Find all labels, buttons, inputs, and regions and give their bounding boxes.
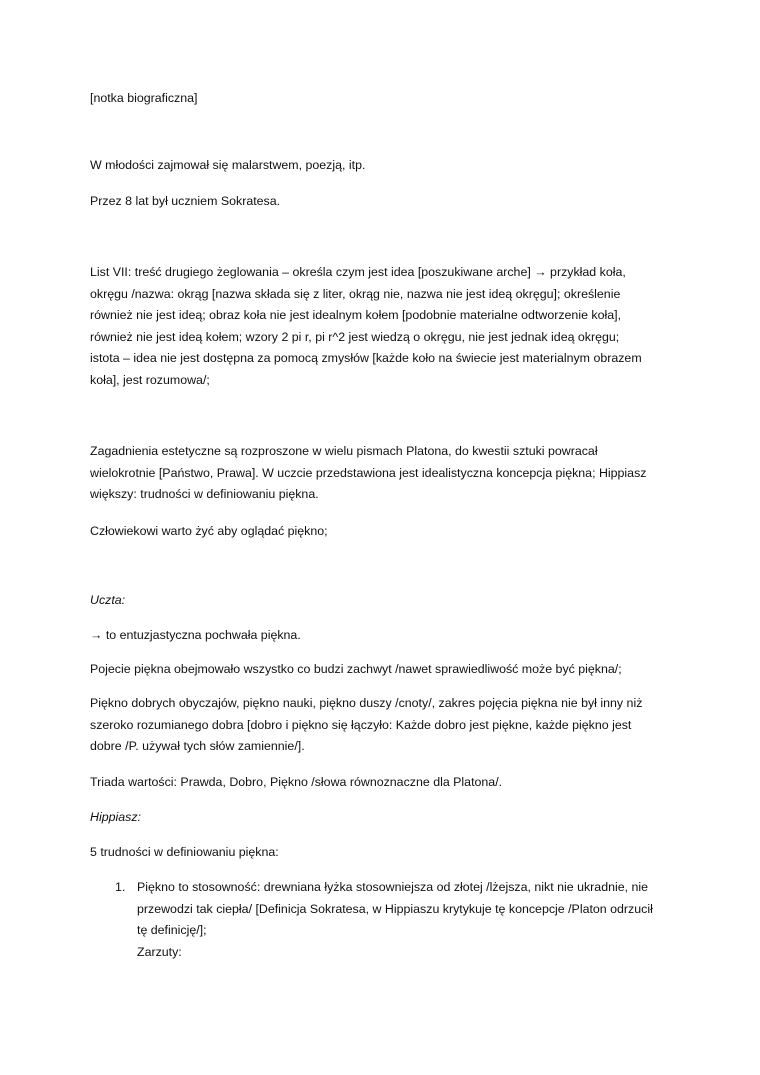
concept-line: Pojecie piękna obejmowało wszystko co budzi zachwyt /nawet sprawiedliwość może być piękna/; <box>90 662 622 676</box>
uczta-arrow-line: → to entuzjastyczna pochwała piękna. <box>90 628 301 642</box>
list-item-line: Zarzuty: <box>137 945 182 959</box>
paragraph-line: wielokrotnie [Państwo, Prawa]. W uczcie przedstawiona jest idealistyczna koncepcja piękna; Hippiasz <box>90 466 647 480</box>
bio-line-1: W młodości zajmował się malarstwem, poezją, itp. <box>90 158 366 172</box>
list-item-line: przewodzi tak ciepła/ [Definicja Sokratesa, w Hippiaszu krytykuje tę koncepcje /Platon odrzucił <box>137 902 653 916</box>
hippiasz-heading: Hippiasz: <box>90 810 141 824</box>
paragraph-line: istota – idea nie jest dostępna za pomocą zmysłów [każde koło na świecie jest materialnym obrazem <box>90 351 642 365</box>
bio-line-2: Przez 8 lat był uczniem Sokratesa. <box>90 194 281 208</box>
paragraph-line: również nie jest ideą kołem; wzory 2 pi r, pi r^2 jest wiedzą o okręgu, nie jest jednak ideą okręgu; <box>90 330 620 344</box>
paragraph-line: Piękno dobrych obyczajów, piękno nauki, piękno duszy /cnoty/, zakres pojęcia piękna nie był inny niż <box>90 696 643 710</box>
paragraph-line: większy: trudności w definiowaniu piękna. <box>90 487 319 501</box>
paragraph-line: dobre /P. używał tych słów zamiennie/]. <box>90 739 305 753</box>
paragraph-line: szeroko rozumianego dobra [dobro i piękno się łączyło: Każde dobro jest piękne, każde piękno jest <box>90 718 632 732</box>
paragraph-line: koła], jest rozumowa/; <box>90 373 210 387</box>
paragraph-line: Zagadnienia estetyczne są rozproszone w wielu pismach Platona, do kwestii sztuki powracał <box>90 444 598 458</box>
uczta-heading: Uczta: <box>90 593 126 607</box>
list-item-number: 1. <box>115 880 126 894</box>
difficulties-intro: 5 trudności w definiowaniu piękna: <box>90 845 279 859</box>
paragraph-line: List VII: treść drugiego żeglowania – określa czym jest idea [poszukiwane arche] → przykład koła, <box>90 265 626 279</box>
list-item-line: Piękno to stosowność: drewniana łyżka stosowniejsza od złotej /lżejsza, nikt nie ukradnie, nie <box>137 880 649 894</box>
paragraph-line: okręgu /nazwa: okrąg [nazwa składa się z liter, okrąg nie, nazwa nie jest ideą okręgu]; określenie <box>90 287 621 301</box>
list-item-line: tę definicję/]; <box>137 923 207 937</box>
life-worth-line: Człowiekowi warto żyć aby oglądać piękno; <box>90 524 328 538</box>
header-note: [notka biograficzna] <box>90 91 198 105</box>
triad-line: Triada wartości: Prawda, Dobro, Piękno /słowa równoznaczne dla Platona/. <box>90 775 503 789</box>
paragraph-line: również nie jest ideą; obraz koła nie jest idealnym kołem [podobnie materialne odtworzenie koła], <box>90 308 622 322</box>
